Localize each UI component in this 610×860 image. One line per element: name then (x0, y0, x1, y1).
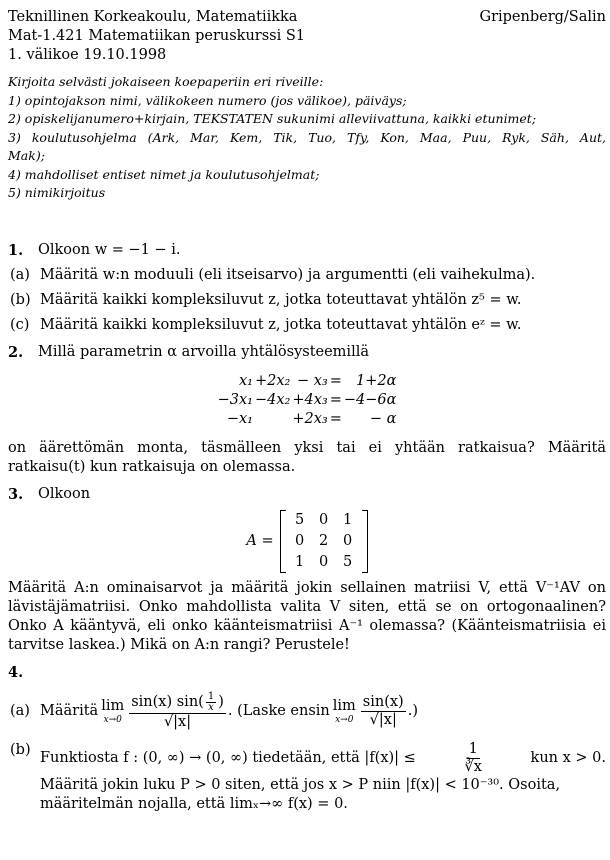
matrix (280, 510, 368, 573)
problem-3 (8, 485, 606, 655)
matrix-cell: 5 (342, 553, 353, 570)
numerator-text: sin(x) sin( (131, 693, 204, 710)
fraction-denominator: √|x| (163, 713, 192, 730)
problem-intro: Olkoon (38, 485, 91, 502)
matrix-cell: 0 (342, 532, 353, 549)
course-title: Mat-1.421 Matematiikan peruskurssi S1 (8, 28, 306, 44)
eq-term: = (329, 372, 342, 389)
inner-den: x (208, 701, 214, 713)
header-row (8, 8, 606, 27)
limit (333, 697, 356, 725)
instruction-line: 4) mahdolliset entiset nimet ja koulutusohjelmat; (8, 166, 320, 182)
eq-term (254, 410, 291, 429)
eq-term: 1+2α (356, 372, 397, 389)
limit (101, 697, 124, 725)
instructions (8, 73, 606, 203)
item-text (40, 741, 606, 814)
lim-word: lim (332, 698, 356, 714)
eq-term: +4x₃ (292, 391, 328, 408)
eq-term: = (329, 410, 342, 427)
eq-term: − x₃ (296, 372, 328, 389)
institution: Teknillinen Korkeakoulu, Matematiikka (8, 9, 298, 25)
instruction-line: Kirjoita selvästi jokaiseen koepaperiin eri riveille: (8, 74, 324, 89)
problem-number: 4. (8, 663, 24, 681)
exam-page (8, 8, 606, 814)
matrix-definition (8, 510, 606, 573)
eq-term: +2x₂ (254, 372, 291, 389)
problem-2 (8, 343, 606, 477)
item-text: Määritä w:n moduuli (eli itseisarvo) ja argumentti (eli vaihekulma). (40, 266, 536, 283)
matrix-cell: 1 (294, 553, 305, 570)
problem-number: 1. (8, 241, 24, 259)
instruction-line: 5) nimikirjoitus (8, 185, 106, 200)
eq-term: −4−6α (343, 391, 397, 408)
item-text-part: .) (407, 702, 418, 719)
item-text: Määritä kaikki kompleksiluvut z, jotka toteuttavat yhtälön eᶻ = w. (40, 316, 522, 333)
eq-term: +2x₃ (292, 410, 328, 427)
eq-term: x₁ (238, 372, 253, 389)
fraction-denominator: ∛x (464, 758, 482, 775)
problem-intro: Olkoon w = −1 − i. (38, 241, 181, 258)
numerator-end: ) (218, 693, 224, 710)
exam-title: 1. välikoe 19.10.1998 (8, 47, 167, 63)
lim-sub: x→0 (103, 715, 122, 725)
fraction-denominator: √|x| (369, 711, 397, 728)
equation-system (8, 372, 606, 429)
fraction-numerator (129, 692, 226, 714)
equation-row (217, 372, 398, 391)
item-text-part: kun x > 0. (530, 749, 606, 766)
eq-term: −x₁ (226, 410, 253, 427)
problem-number: 3. (8, 485, 24, 503)
matrix-cell: 1 (342, 511, 353, 528)
problem-1 (8, 241, 606, 335)
inner-fraction (206, 692, 216, 713)
problem-intro: Millä parametrin α arvoilla yhtälösysteemillä (38, 343, 369, 360)
fraction-numerator: 1 (468, 740, 478, 757)
instruction-line: Mak); (8, 148, 45, 163)
lim-sub: x→0 (335, 715, 354, 725)
item-text: Määritä kaikki kompleksiluvut z, jotka toteuttavat yhtälön z⁵ = w. (40, 291, 522, 308)
equation-row (217, 391, 398, 410)
matrix-name: A = (246, 532, 274, 549)
problem-text: on äärettömän monta, täsmälleen yksi tai ei yhtään ratkaisua? Määritä ratkaisu(t) kun ratkaisuja on olemassa. (8, 439, 606, 475)
equation-row (217, 410, 398, 429)
matrix-cell: 2 (318, 532, 329, 549)
item-text-part: Funktiosta f : (0, ∞) → (0, ∞) tiedetään, että |f(x)| ≤ (40, 749, 416, 766)
item-label: (b) (10, 291, 31, 308)
item-text-part: määritelmän nojalla, että limₓ→∞ f(x) = 0. (40, 795, 348, 812)
problem-number: 2. (8, 343, 24, 361)
fraction-numerator: sin(x) (362, 693, 404, 710)
item-label: (b) (10, 741, 31, 758)
item-label: (c) (10, 316, 30, 333)
eq-term: −3x₁ (217, 391, 253, 408)
instruction-line: 1) opintojakson nimi, välikokeen numero (jos välikoe), päiväys; (8, 92, 407, 108)
item-text (40, 692, 418, 731)
item-label: (a) (10, 266, 30, 283)
eq-term: = (329, 391, 342, 408)
eq-term: − α (369, 410, 397, 427)
fraction (462, 741, 483, 776)
item-text-part: . (Laske ensin (227, 702, 330, 719)
problem-text: Määritä A:n ominaisarvot ja määritä jokin sellainen matriisi V, että V⁻¹AV on lävistäjämatriisi. Onko mahdollista valita V siten, että se on ortogonaalinen? Onko A kääntyvä, eli onko käänteismatriisi A⁻¹ olemassa? (Käänteismatriisia ei tarvitse laskea.) Mikä on A:n rangi? Perustele! (8, 579, 606, 653)
instruction-line: 3) koulutusohjelma (Ark, Mar, Kem, Tik, Tuo, Tfy, Kon, Maa, Puu, Ryk, Säh, Aut, (8, 129, 606, 145)
lim-word: lim (101, 698, 125, 714)
authors: Gripenberg/Salin (479, 9, 606, 25)
eq-term: −4x₂ (254, 391, 291, 408)
item-text-part: Määritä jokin luku P > 0 siten, että jos x > P niin |f(x)| < 10⁻³⁰. Osoita, (40, 776, 561, 793)
problem-4 (8, 663, 606, 814)
matrix-cell: 0 (318, 511, 329, 528)
inner-num: 1 (207, 690, 215, 702)
instruction-line: 2) opiskelijanumero+kirjain, TEKSTATEN sukunimi alleviivattuna, kaikki etunimet; (8, 111, 537, 126)
item-label: (a) (10, 702, 30, 719)
matrix-cell: 5 (294, 511, 305, 528)
matrix-cell: 0 (294, 532, 305, 549)
fraction (361, 694, 406, 729)
item-text-part: Määritä (40, 702, 99, 719)
fraction (129, 692, 226, 731)
matrix-cell: 0 (318, 553, 329, 570)
